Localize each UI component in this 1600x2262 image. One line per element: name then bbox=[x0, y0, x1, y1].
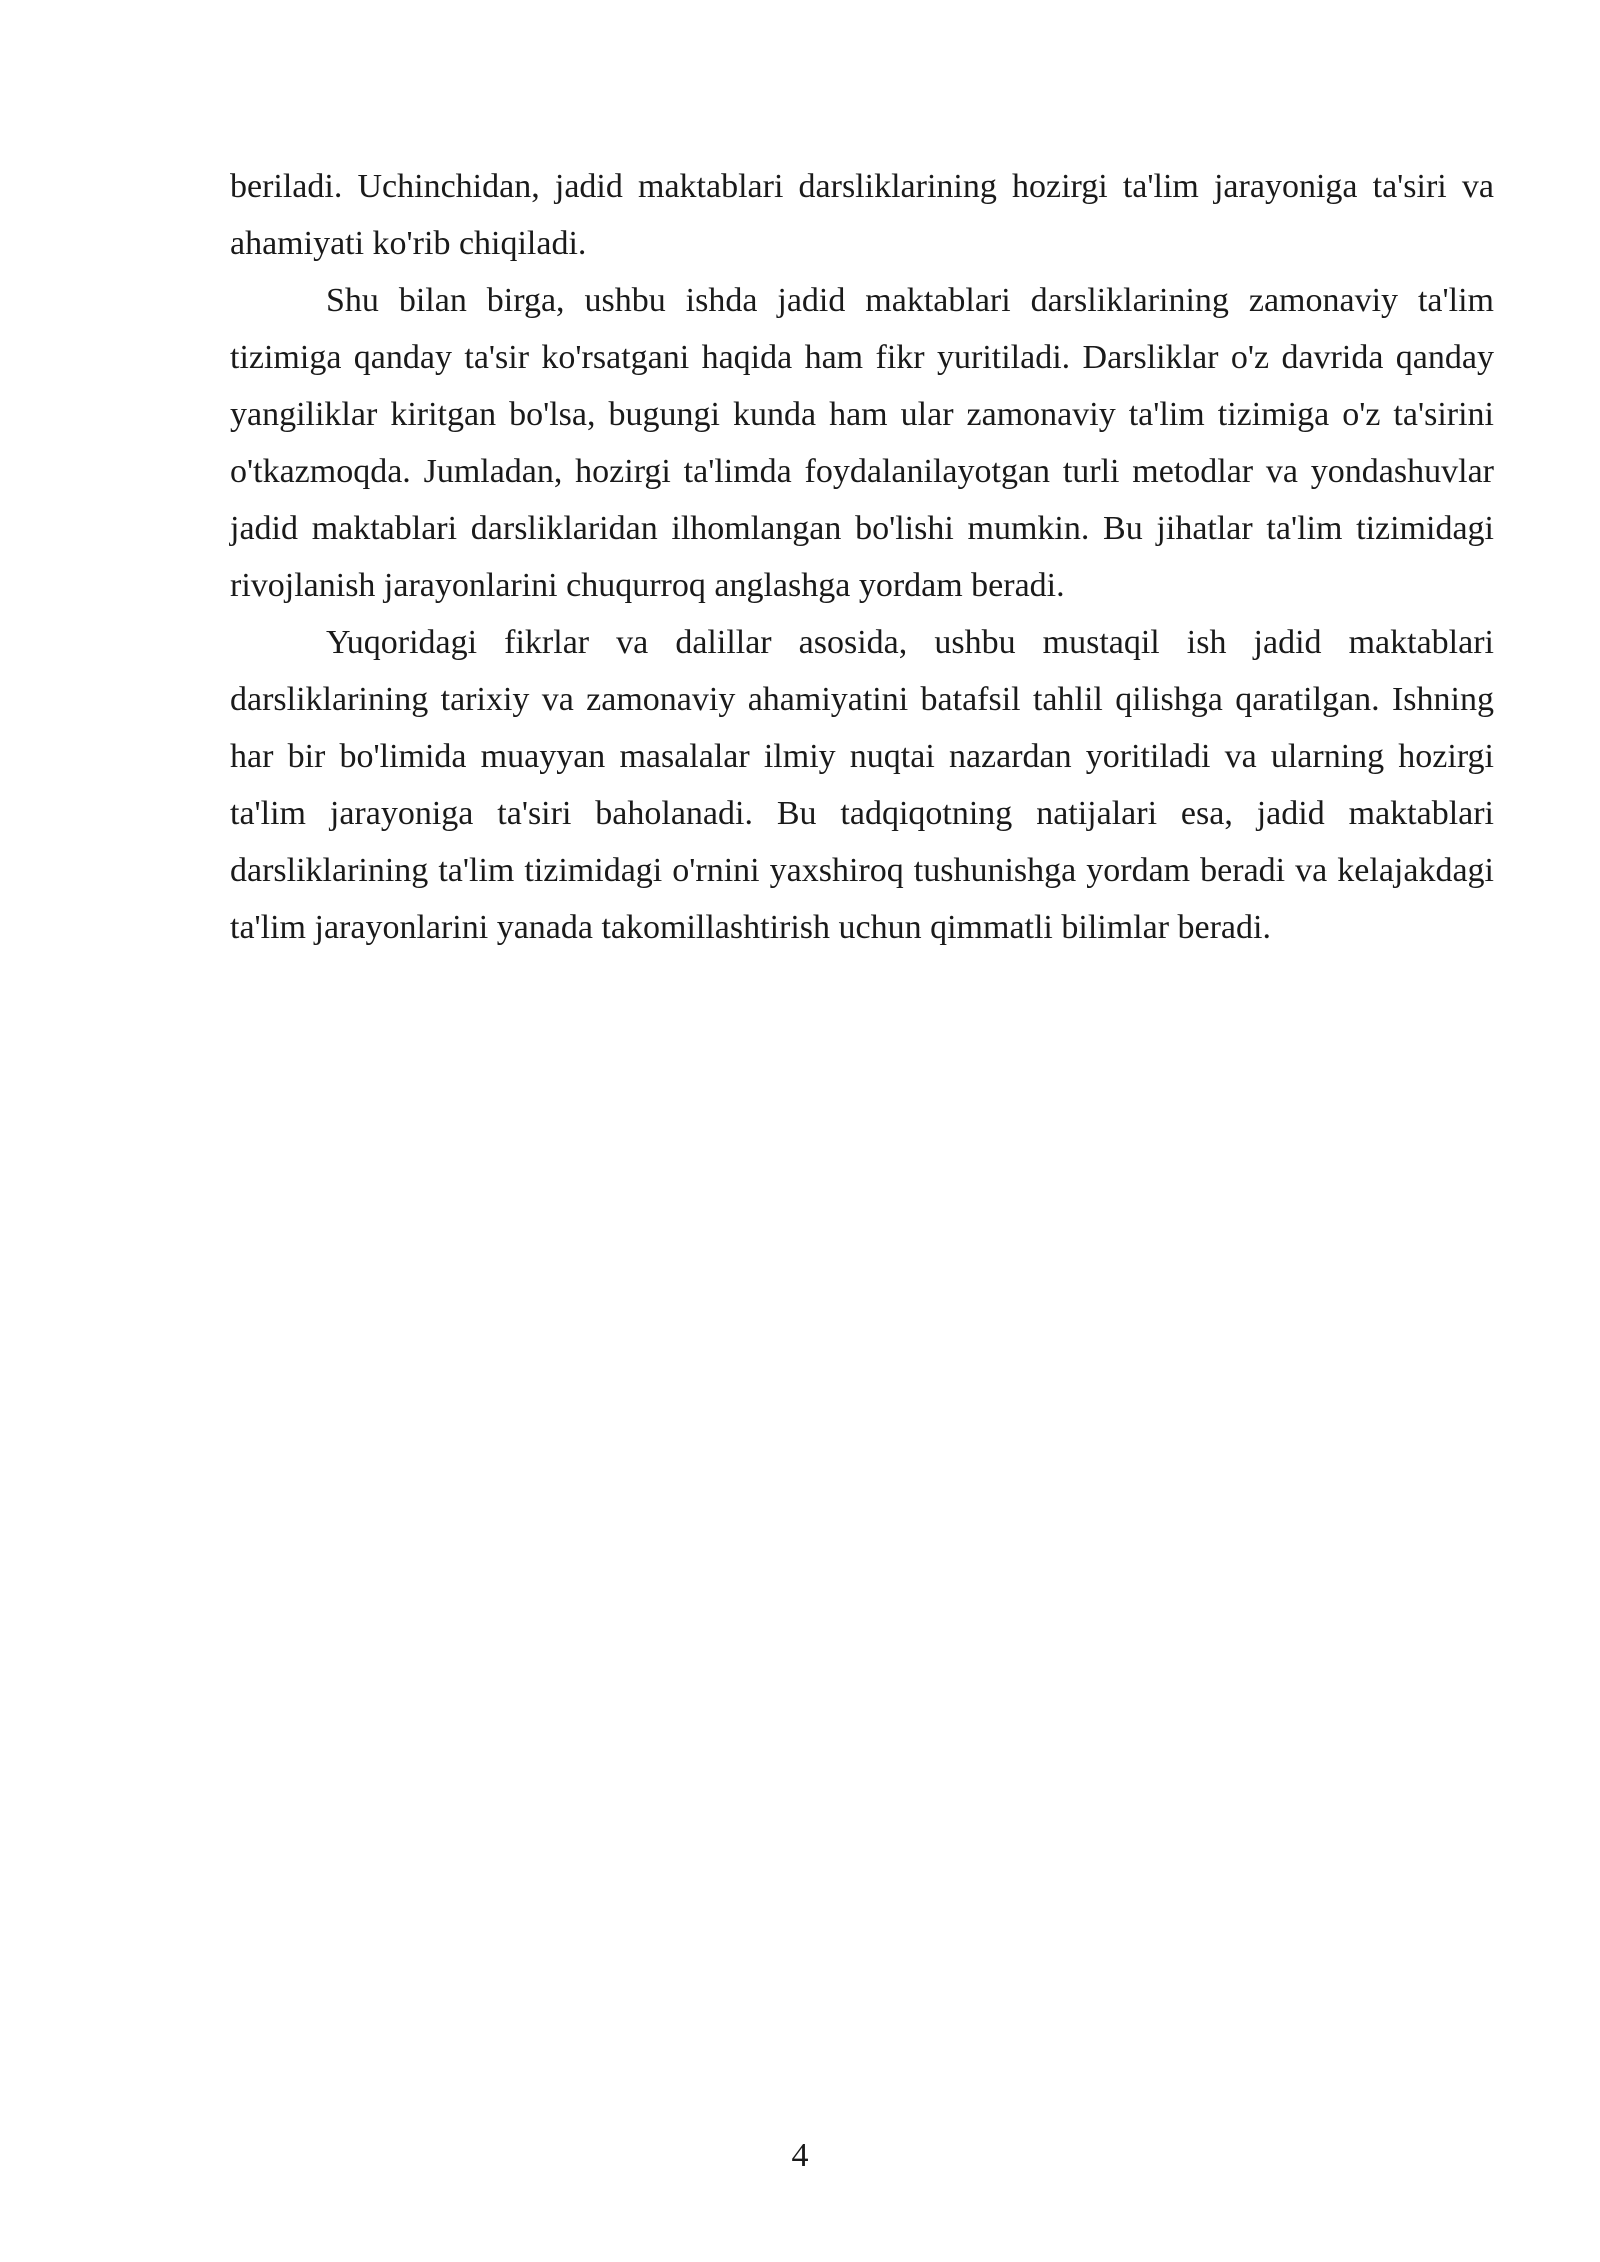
page-number: 4 bbox=[791, 2137, 809, 2174]
paragraph-influence: Shu bilan birga, ushbu ishda jadid maktablari darsliklarining zamonaviy ta'lim tizimiga qanday ta'sir ko'rsatgani haqida ham fikr yuritiladi. Darsliklar o'z davrida qanday yangiliklar kiritgan bo'lsa, bugungi kunda ham ular zamonaviy ta'lim tizimiga o'z ta'sirini o'tkazmoqda. Jumladan, hozirgi ta'limda foydalanilayotgan turli metodlar va yondashuvlar jadid maktablari darsliklaridan ilhomlangan bo'lishi mumkin. Bu jihatlar ta'lim tizimidagi rivojlanish jarayonlarini chuqurroq anglashga yordam beradi. bbox=[230, 282, 1494, 604]
paragraph-conclusion: Yuqoridagi fikrlar va dalillar asosida, ushbu mustaqil ish jadid maktablari darsliklarining tarixiy va zamonaviy ahamiyatini batafsil tahlil qilishga qaratilgan. Ishning har bir bo'limida muayyan masalalar ilmiy nuqtai nazardan yoritiladi va ularning hozirgi ta'lim jarayoniga ta'siri baholanadi. Bu tadqiqotning natijalari esa, jadid maktablari darsliklarining ta'lim tizimidagi o'rnini yaxshiroq tushunishga yordam beradi va kelajakdagi ta'lim jarayonlarini yanada takomillashtirish uchun qimmatli bilimlar beradi. bbox=[230, 624, 1494, 946]
body-text bbox=[230, 158, 1494, 956]
paragraph-continuation: beriladi. Uchinchidan, jadid maktablari darsliklarining hozirgi ta'lim jarayoniga ta'siri va ahamiyati ko'rib chiqiladi. bbox=[230, 168, 1494, 262]
